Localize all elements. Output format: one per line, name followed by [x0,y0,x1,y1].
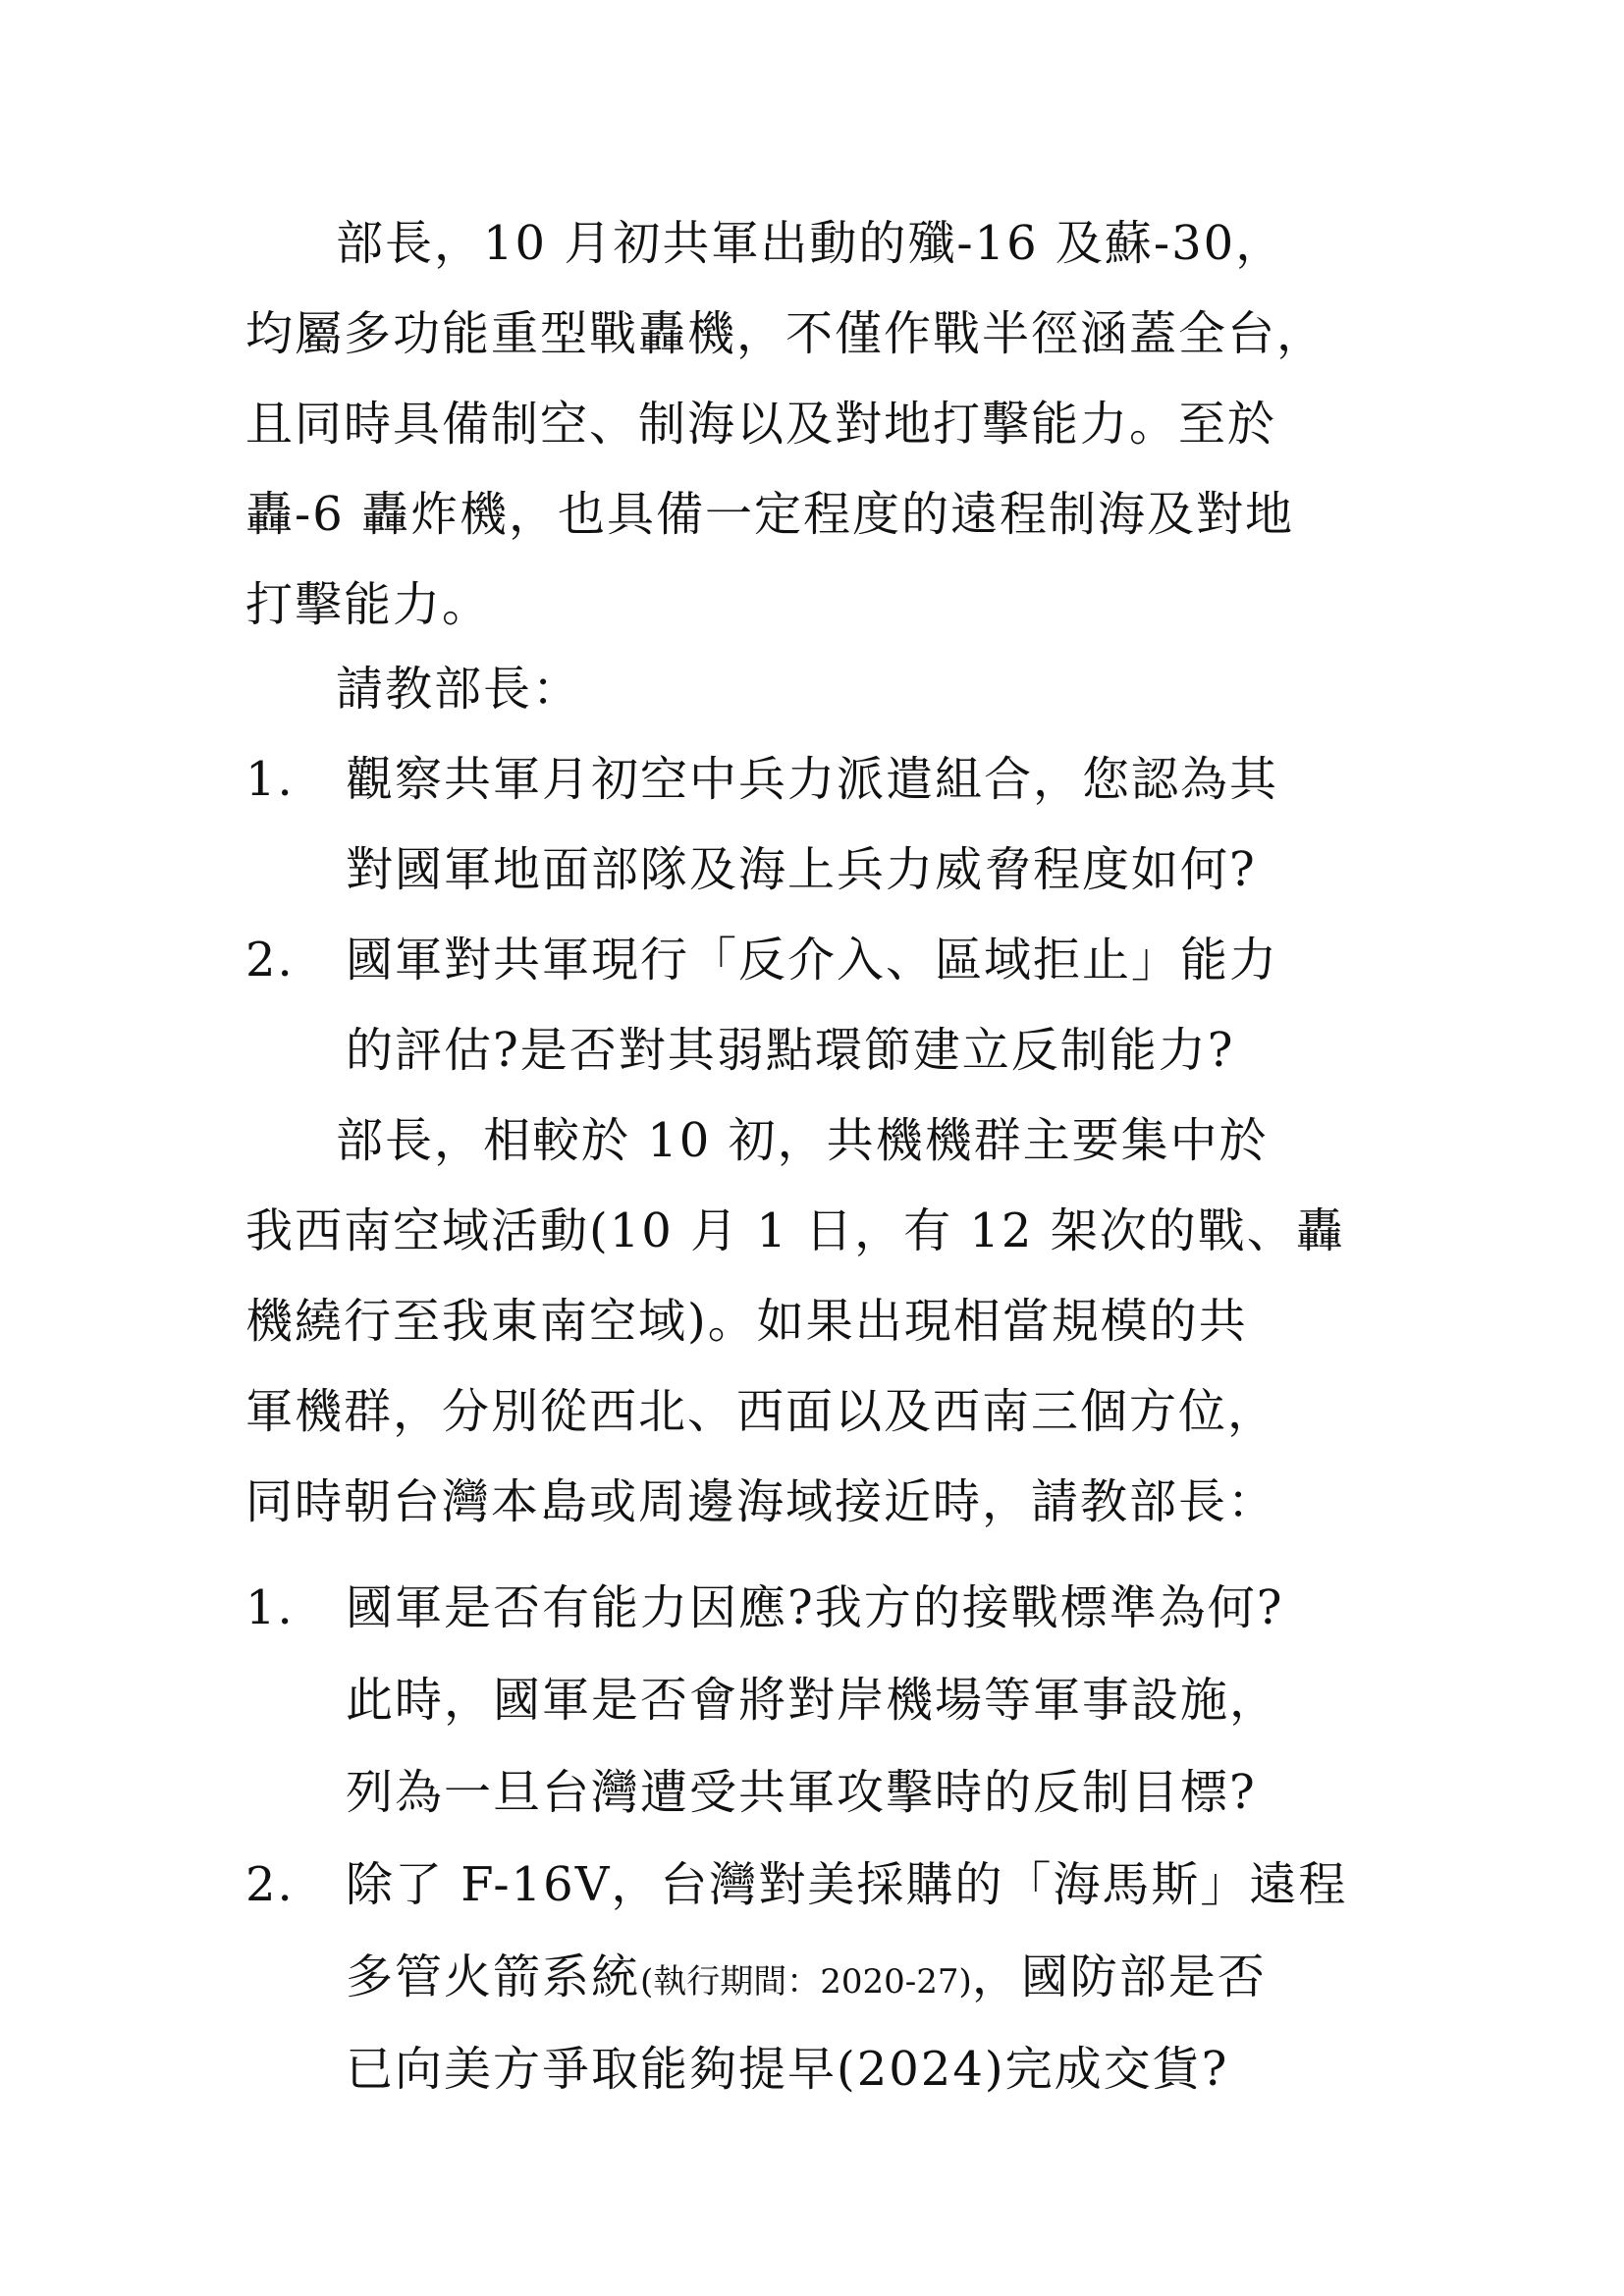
question-2-2-line-2 [346,1948,1267,2011]
paragraph-1-line-4: 轟-6 轟炸機，也具備一定程度的遠程制海及對地 [245,487,1295,542]
question-1-1-line-1: 觀察共軍月初空中兵力派遣組合，您認為其 [346,752,1279,807]
question-1-1-number: 1. [245,752,295,807]
paragraph-1-line-5: 打擊能力。 [245,577,492,632]
question-2-2-line-1: 除了 F-16V，台灣對美採購的「海馬斯」遠程 [346,1857,1348,1912]
paragraph-3-line-4: 軍機群，分別從西北、西面以及西南三個方位， [245,1384,1277,1439]
question-2-1-line-2: 此時，國軍是否會將對岸機場等軍事設施， [346,1673,1279,1728]
question-2-2-number: 2. [245,1857,295,1912]
paragraph-3-line-3: 機繞行至我東南空域)。如果出現相當規模的共 [245,1294,1248,1349]
question-2-1-line-1: 國軍是否有能力因應?我方的接戰標準為何? [346,1580,1284,1635]
question-2-2-line-2-tail: ，國防部是否 [971,1949,1267,2004]
paragraph-1-line-2: 均屬多功能重型戰轟機，不僅作戰半徑涵蓋全台， [245,306,1326,361]
paragraph-1-line-1: 部長，10 月初共軍出動的殲-16 及蘇-30， [336,216,1285,271]
paragraph-3-line-1: 部長，相較於 10 初，共機機群主要集中於 [336,1113,1269,1168]
question-2-2-line-2-main: 多管火箭系統 [346,1949,641,2004]
question-1-1-line-2: 對國軍地面部隊及海上兵力威脅程度如何? [346,842,1257,897]
question-2-1-line-3: 列為一旦台灣遭受共軍攻擊時的反制目標? [346,1765,1257,1820]
question-1-2-number: 2. [245,933,295,988]
paragraph-3-line-2: 我西南空域活動(10 月 1 日，有 12 架次的戰、轟 [245,1203,1345,1258]
paragraph-3-line-5: 同時朝台灣本島或周邊海域接近時，請教部長： [245,1474,1277,1529]
question-2-2-period-note: (執行期間：2020-27) [640,1962,972,2002]
question-2-1-number: 1. [245,1580,295,1635]
paragraph-1-line-3: 且同時具備制空、制海以及對地打擊能力。至於 [245,397,1277,452]
question-1-2-line-2: 的評估?是否對其弱點環節建立反制能力? [346,1023,1235,1078]
paragraph-2-text: 請教部長： [336,662,582,717]
question-2-2-line-3: 已向美方爭取能夠提早(2024)完成交貨? [346,2042,1229,2097]
question-1-2-line-1: 國軍對共軍現行「反介入、區域拒止」能力 [346,933,1279,988]
